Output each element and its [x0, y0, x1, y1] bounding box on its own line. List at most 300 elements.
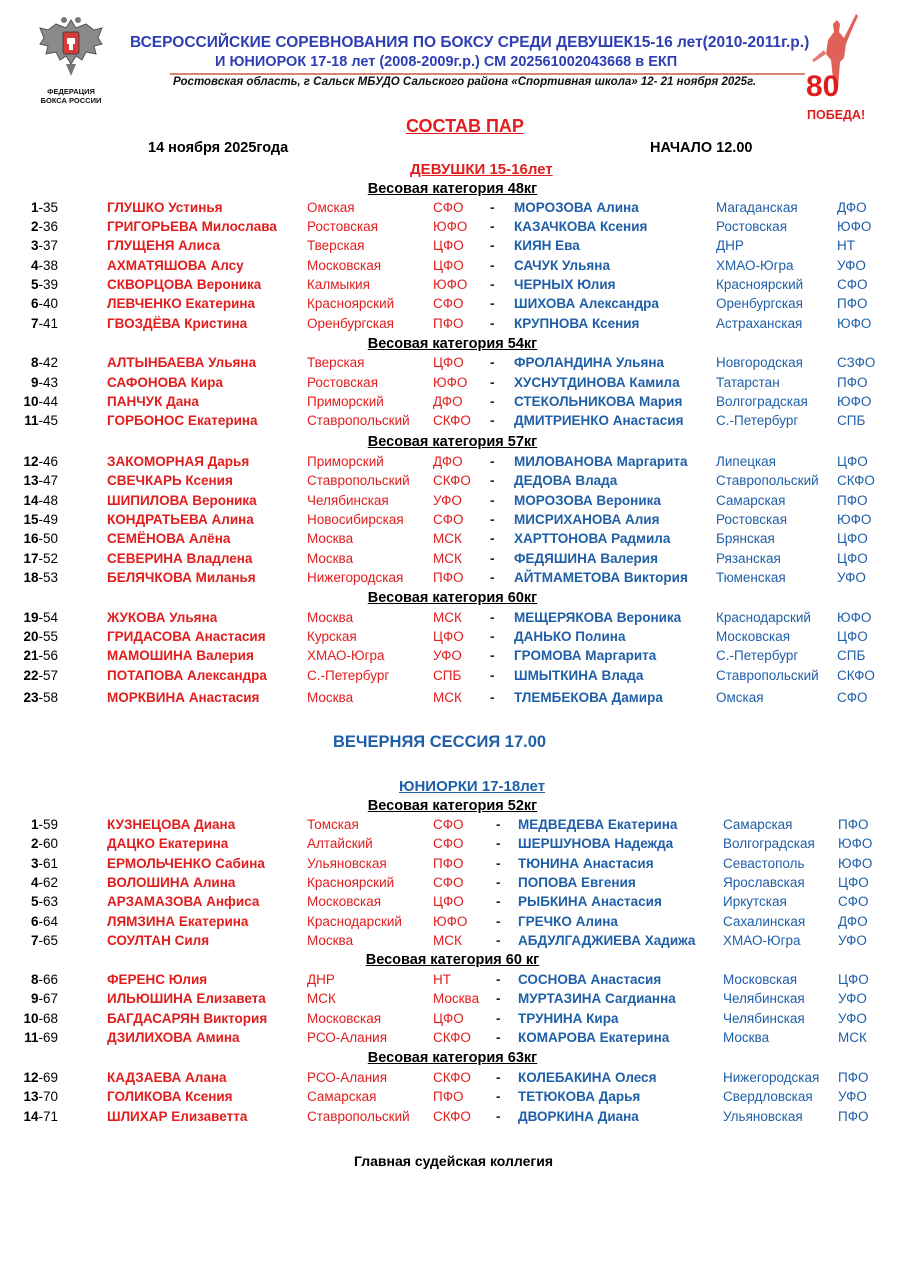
pair-number — [0, 1011, 58, 1026]
blue-corner-district: МСК — [838, 1030, 867, 1045]
vs-dash: - — [490, 454, 495, 469]
blue-corner-district: ПФО — [837, 296, 868, 311]
pair-number — [0, 972, 58, 987]
blue-corner-district: ЮФО — [837, 512, 872, 527]
number-separator: - — [38, 531, 43, 546]
red-corner-region: Москва — [307, 531, 354, 546]
vs-dash: - — [490, 629, 495, 644]
blue-corner-district: ЦФО — [837, 551, 868, 566]
pair-row — [0, 512, 905, 531]
pair-number — [0, 817, 58, 832]
pair-number — [0, 219, 58, 234]
draw-number: 69 — [42, 1070, 58, 1085]
red-corner-name: ДАЦКО Екатерина — [107, 836, 229, 851]
red-corner-region: Ставропольский — [307, 473, 410, 488]
blue-corner-region: Московская — [716, 629, 791, 644]
red-corner-name: СЕВЕРИНА Владлена — [107, 551, 253, 566]
vs-dash: - — [496, 991, 501, 1006]
number-separator: - — [38, 875, 43, 890]
bout-number: 12 — [23, 1070, 39, 1085]
blue-corner-name: ХУСНУТДИНОВА Камила — [514, 375, 680, 390]
red-corner-name: ГРИГОРЬЕВА Милослава — [107, 219, 277, 234]
draw-number: 71 — [42, 1109, 58, 1124]
event-title: ВСЕРОССИЙСКИЕ СОРЕВНОВАНИЯ ПО БОКСУ СРЕДИ ДЕВУШЕК15-16 лет(2010-2011г.р.) — [130, 34, 810, 51]
blue-corner-district: УФО — [838, 991, 867, 1006]
number-separator: - — [38, 914, 43, 929]
draw-number: 37 — [42, 238, 58, 253]
vs-dash: - — [496, 1011, 501, 1026]
blue-corner-district: УФО — [837, 570, 866, 585]
pair-row — [0, 856, 905, 875]
red-corner-district: МСК — [433, 610, 462, 625]
draw-number: 62 — [42, 875, 58, 890]
number-separator: - — [38, 258, 43, 273]
blue-corner-name: ГРЕЧКО Алина — [518, 914, 618, 929]
blue-corner-district: ПФО — [837, 375, 868, 390]
pair-row — [0, 238, 905, 257]
pair-row — [0, 914, 905, 933]
blue-corner-region: Новгородская — [716, 355, 803, 370]
draw-number: 38 — [42, 258, 58, 273]
pair-number — [0, 629, 58, 644]
red-corner-name: ЛЕВЧЕНКО Екатерина — [107, 296, 256, 311]
red-corner-name: ГЛУШКО Устинья — [107, 200, 223, 215]
draw-number: 70 — [42, 1089, 58, 1104]
number-separator: - — [38, 690, 43, 705]
red-corner-region: Тверская — [307, 355, 365, 370]
red-corner-region: Челябинская — [307, 493, 389, 508]
blue-corner-district: ЮФО — [838, 836, 873, 851]
blue-corner-name: МУРТАЗИНА Сагдианна — [518, 991, 676, 1006]
blue-corner-region: Севастополь — [723, 856, 805, 871]
pair-number — [0, 258, 58, 273]
vs-dash: - — [490, 610, 495, 625]
pair-number — [0, 1030, 58, 1045]
red-corner-district: СФО — [433, 200, 464, 215]
draw-number: 69 — [42, 1030, 58, 1045]
pair-number — [0, 454, 58, 469]
number-separator: - — [38, 316, 43, 331]
blue-corner-district: ПФО — [838, 1070, 869, 1085]
blue-corner-region: Рязанская — [716, 551, 781, 566]
pair-number — [0, 933, 58, 948]
draw-number: 64 — [42, 914, 58, 929]
number-separator: - — [38, 991, 43, 1006]
pair-number — [0, 277, 58, 292]
pair-row — [0, 531, 905, 550]
number-separator: - — [38, 894, 43, 909]
red-corner-district: СФО — [433, 817, 464, 832]
blue-corner-region: Московская — [723, 972, 798, 987]
pair-row — [0, 817, 905, 836]
bout-number: 6 — [30, 296, 39, 311]
pair-number — [0, 493, 58, 508]
double-headed-eagle-icon — [36, 14, 106, 80]
number-separator: - — [38, 856, 43, 871]
number-separator: - — [38, 200, 43, 215]
vs-dash: - — [490, 551, 495, 566]
red-corner-region: С.-Петербург — [307, 668, 390, 683]
blue-corner-region: Липецкая — [716, 454, 776, 469]
red-corner-name: КУЗНЕЦОВА Диана — [107, 817, 236, 832]
pair-row — [0, 1030, 905, 1049]
pair-number — [0, 413, 58, 428]
red-corner-name: ГЛУЩЕНЯ Алиса — [107, 238, 220, 253]
blue-corner-region: Нижегородская — [723, 1070, 820, 1085]
blue-corner-name: РЫБКИНА Анастасия — [518, 894, 662, 909]
red-corner-region: Новосибирская — [307, 512, 404, 527]
red-corner-name: ФЕРЕНС Юлия — [107, 972, 208, 987]
pair-row — [0, 454, 905, 473]
competition-date: 14 ноября 2025года — [148, 140, 289, 156]
pair-number — [0, 894, 58, 909]
blue-corner-district: ЮФО — [837, 610, 872, 625]
vs-dash: - — [490, 375, 495, 390]
pair-row — [0, 316, 905, 335]
red-corner-region: Омская — [307, 200, 355, 215]
draw-number: 59 — [42, 817, 58, 832]
bout-number: 5 — [30, 894, 39, 909]
draw-number: 57 — [42, 668, 58, 683]
pair-row — [0, 1070, 905, 1089]
red-corner-district: МСК — [433, 690, 462, 705]
blue-corner-district: ПФО — [838, 817, 869, 832]
blue-corner-name: ТЮНИНА Анастасия — [518, 856, 654, 871]
red-corner-district: ЮФО — [433, 375, 468, 390]
blue-corner-name: ФРОЛАНДИНА Ульяна — [514, 355, 665, 370]
vs-dash: - — [490, 512, 495, 527]
vs-dash: - — [496, 933, 501, 948]
red-corner-region: Нижегородская — [307, 570, 404, 585]
draw-number: 41 — [42, 316, 58, 331]
number-separator: - — [38, 1109, 43, 1124]
blue-corner-district: ЦФО — [838, 875, 869, 890]
vs-dash: - — [490, 277, 495, 292]
number-separator: - — [38, 238, 43, 253]
blue-corner-region: Оренбургская — [716, 296, 803, 311]
weight-category-title: Весовая категория 48кг — [367, 181, 538, 197]
blue-corner-district: СФО — [838, 894, 869, 909]
red-corner-region: Калмыкия — [307, 277, 370, 292]
weight-category-title: Весовая категория 52кг — [367, 798, 538, 814]
start-time: НАЧАЛО 12.00 — [650, 140, 753, 156]
pair-number — [0, 394, 58, 409]
pair-number — [0, 238, 58, 253]
weight-category-title: Весовая категория 60кг — [367, 590, 538, 606]
blue-corner-region: Магаданская — [716, 200, 798, 215]
blue-corner-name: МИСРИХАНОВА Алия — [514, 512, 660, 527]
blue-corner-district: ЦФО — [837, 531, 868, 546]
red-corner-name: БАГДАСАРЯН Виктория — [107, 1011, 268, 1026]
red-corner-district: Москва — [433, 991, 480, 1006]
bout-number: 3 — [30, 238, 39, 253]
red-corner-district: СКФО — [433, 1070, 471, 1085]
vs-dash: - — [496, 1070, 501, 1085]
weight-category-title: Весовая категория 60 кг — [365, 952, 540, 968]
blue-corner-region: Ростовская — [716, 219, 788, 234]
number-separator: - — [38, 1011, 43, 1026]
draw-number: 39 — [42, 277, 58, 292]
blue-corner-region: Ставропольский — [716, 668, 819, 683]
bout-number: 8 — [30, 972, 39, 987]
red-corner-district: СФО — [433, 875, 464, 890]
red-corner-district: ЦФО — [433, 1011, 464, 1026]
blue-corner-name: ХАРТТОНОВА Радмила — [514, 531, 671, 546]
bout-number: 11 — [24, 413, 39, 428]
blue-corner-region: ХМАО-Югра — [716, 258, 794, 273]
blue-corner-region: Омская — [716, 690, 764, 705]
pair-row — [0, 933, 905, 952]
pair-row — [0, 648, 905, 667]
draw-number: 48 — [42, 493, 58, 508]
bout-number: 10 — [23, 1011, 39, 1026]
bout-number: 21 — [23, 648, 39, 663]
red-corner-district: ЦФО — [433, 894, 464, 909]
red-corner-name: МАМОШИНА Валерия — [107, 648, 254, 663]
red-corner-district: ЦФО — [433, 258, 464, 273]
blue-corner-region: Татарстан — [716, 375, 780, 390]
red-corner-name: БЕЛЯЧКОВА Миланья — [107, 570, 256, 585]
bout-number: 6 — [30, 914, 39, 929]
red-corner-district: МСК — [433, 933, 462, 948]
red-corner-name: ШИПИЛОВА Вероника — [107, 493, 257, 508]
red-corner-region: Красноярский — [307, 296, 395, 311]
draw-number: 56 — [42, 648, 58, 663]
red-corner-region: Тверская — [307, 238, 365, 253]
blue-corner-district: ДФО — [838, 914, 868, 929]
pair-number — [0, 551, 58, 566]
red-corner-district: УФО — [433, 493, 462, 508]
vs-dash: - — [496, 894, 501, 909]
blue-corner-name: ТЛЕМБЕКОВА Дамира — [514, 690, 663, 705]
pair-row — [0, 668, 905, 687]
pair-row — [0, 473, 905, 492]
red-corner-district: УФО — [433, 648, 462, 663]
pair-row — [0, 836, 905, 855]
draw-number: 42 — [42, 355, 58, 370]
pair-number — [0, 836, 58, 851]
draw-number: 63 — [42, 894, 58, 909]
weight-category-title: Весовая категория 57кг — [367, 434, 538, 450]
bout-number: 13 — [23, 473, 39, 488]
page-title: СОСТАВ ПАР — [406, 116, 524, 136]
blue-corner-name: КОЛЕБАКИНА Олеся — [518, 1070, 657, 1085]
blue-corner-district: СФО — [837, 277, 868, 292]
bout-number: 1 — [30, 817, 39, 832]
weight-category-title: Весовая категория 63кг — [367, 1050, 538, 1066]
blue-corner-district: УФО — [838, 933, 867, 948]
blue-corner-district: УФО — [838, 1011, 867, 1026]
blue-corner-region: Ставропольский — [716, 473, 819, 488]
bout-number: 8 — [30, 355, 39, 370]
pair-row — [0, 875, 905, 894]
number-separator: - — [38, 413, 43, 428]
number-separator: - — [38, 933, 43, 948]
draw-number: 67 — [42, 991, 58, 1006]
pair-number — [0, 610, 58, 625]
red-corner-name: ГВОЗДЁВА Кристина — [107, 316, 248, 331]
number-separator: - — [38, 1070, 43, 1085]
red-corner-region: Приморский — [307, 454, 384, 469]
blue-corner-region: ДНР — [716, 238, 744, 253]
red-corner-district: СФО — [433, 296, 464, 311]
bout-number: 9 — [30, 375, 39, 390]
number-separator: - — [38, 1030, 43, 1045]
red-corner-name: АРЗАМАЗОВА Анфиса — [107, 894, 260, 909]
blue-corner-district: СКФО — [837, 668, 875, 683]
vs-dash: - — [490, 200, 495, 215]
vs-dash: - — [490, 473, 495, 488]
blue-corner-name: ТРУНИНА Кира — [518, 1011, 619, 1026]
number-separator: - — [38, 512, 43, 527]
pair-number — [0, 200, 58, 215]
red-corner-region: Краснодарский — [307, 914, 402, 929]
bout-number: 3 — [30, 856, 39, 871]
bout-number: 1 — [30, 200, 39, 215]
number-separator: - — [38, 668, 43, 683]
bout-number: 10 — [23, 394, 39, 409]
pair-row — [0, 296, 905, 315]
draw-number: 44 — [42, 394, 58, 409]
pair-row — [0, 570, 905, 589]
bout-number: 22 — [23, 668, 39, 683]
number-separator: - — [38, 570, 43, 585]
bout-number: 20 — [23, 629, 39, 644]
pair-row — [0, 1011, 905, 1030]
blue-corner-district: ЦФО — [838, 972, 869, 987]
bout-number: 15 — [23, 512, 39, 527]
red-corner-region: Москва — [307, 690, 354, 705]
red-corner-name: ИЛЬЮШИНА Елизавета — [107, 991, 266, 1006]
draw-number: 65 — [42, 933, 58, 948]
blue-corner-district: УФО — [838, 1089, 867, 1104]
red-corner-region: Оренбургская — [307, 316, 394, 331]
red-corner-district: ПФО — [433, 316, 464, 331]
draw-number: 40 — [42, 296, 58, 311]
blue-corner-district: СПБ — [837, 648, 866, 663]
bout-number: 7 — [30, 316, 39, 331]
blue-corner-name: ДВОРКИНА Диана — [518, 1109, 639, 1124]
blue-corner-district: ЦФО — [837, 454, 868, 469]
blue-corner-region: Волгоградская — [716, 394, 808, 409]
draw-number: 46 — [42, 454, 58, 469]
blue-corner-district: ЮФО — [837, 394, 872, 409]
event-location: Ростовская область, г Сальск МБУДО Сальского района «Спортивная школа» 12- 21 ноября 2025г. — [173, 76, 757, 88]
red-corner-name: АХМАТЯШОВА Алсу — [107, 258, 244, 273]
number-separator: - — [38, 629, 43, 644]
number-separator: - — [38, 836, 43, 851]
red-corner-name: ГРИДАСОВА Анастасия — [107, 629, 266, 644]
vs-dash: - — [490, 394, 495, 409]
red-corner-region: Московская — [307, 894, 382, 909]
pair-row — [0, 610, 905, 629]
red-corner-district: ПФО — [433, 1089, 464, 1104]
number-separator: - — [38, 375, 43, 390]
pair-row — [0, 991, 905, 1010]
blue-corner-district: ЮФО — [837, 316, 872, 331]
red-corner-district: ДФО — [433, 454, 463, 469]
red-corner-district: ЮФО — [433, 219, 468, 234]
bout-number: 16 — [23, 531, 39, 546]
vs-dash: - — [496, 817, 501, 832]
pair-number — [0, 355, 58, 370]
blue-corner-region: Краснодарский — [716, 610, 811, 625]
pair-number — [0, 875, 58, 890]
blue-corner-region: Иркутская — [723, 894, 787, 909]
bout-number: 14 — [23, 1109, 39, 1124]
bout-number: 7 — [30, 933, 39, 948]
blue-corner-name: КИЯН Ева — [514, 238, 580, 253]
pair-number — [0, 1109, 58, 1124]
number-separator: - — [38, 551, 43, 566]
bout-number: 19 — [23, 610, 39, 625]
red-corner-name: ЗАКОМОРНАЯ Дарья — [107, 454, 250, 469]
number-separator: - — [38, 610, 43, 625]
draw-number: 58 — [42, 690, 58, 705]
bout-number: 4 — [30, 875, 39, 890]
red-corner-name: ЛЯМЗИНА Екатерина — [107, 914, 249, 929]
pair-number — [0, 473, 58, 488]
vs-dash: - — [490, 316, 495, 331]
blue-corner-district: ПФО — [838, 1109, 869, 1124]
vs-dash: - — [496, 1030, 501, 1045]
blue-corner-region: Самарская — [716, 493, 786, 508]
red-corner-district: СФО — [433, 512, 464, 527]
bout-number: 17 — [23, 551, 39, 566]
red-corner-district: ЦФО — [433, 238, 464, 253]
number-separator: - — [38, 394, 43, 409]
number-separator: - — [38, 648, 43, 663]
vs-dash: - — [490, 238, 495, 253]
vs-dash: - — [490, 219, 495, 234]
draw-number: 52 — [42, 551, 58, 566]
blue-corner-name: КОМАРОВА Екатерина — [518, 1030, 670, 1045]
blue-corner-region: Сахалинская — [723, 914, 806, 929]
draw-number: 45 — [42, 413, 58, 428]
vs-dash: - — [490, 355, 495, 370]
red-corner-district: ЦФО — [433, 355, 464, 370]
red-corner-name: ЖУКОВА Ульяна — [107, 610, 218, 625]
red-corner-region: РСО-Алания — [307, 1070, 387, 1085]
red-corner-name: МОРКВИНА Анастасия — [107, 690, 260, 705]
number-separator: - — [38, 972, 43, 987]
red-corner-district: ПФО — [433, 856, 464, 871]
draw-number: 53 — [42, 570, 58, 585]
vs-dash: - — [496, 914, 501, 929]
pair-number — [0, 648, 58, 663]
red-corner-district: ДФО — [433, 394, 463, 409]
pair-number — [0, 668, 58, 683]
vs-dash: - — [490, 413, 495, 428]
blue-corner-name: МЕЩЕРЯКОВА Вероника — [514, 610, 682, 625]
number-separator: - — [38, 493, 43, 508]
blue-corner-name: ФЕДЯШИНА Валерия — [514, 551, 658, 566]
victory-word: ПОБЕДА! — [807, 108, 866, 122]
blue-corner-name: ДАНЬКО Полина — [514, 629, 626, 644]
victory-number: 80 — [806, 70, 840, 103]
group-title-juniors: ЮНИОРКИ 17-18лет — [399, 778, 546, 795]
red-corner-region: ХМАО-Югра — [307, 648, 385, 663]
red-corner-name: СЕМЁНОВА Алёна — [107, 531, 231, 546]
blue-corner-district: НТ — [837, 238, 855, 253]
blue-corner-name: АБДУЛГАДЖИЕВА Хадижа — [518, 933, 696, 948]
draw-number: 36 — [42, 219, 58, 234]
vs-dash: - — [496, 856, 501, 871]
blue-corner-region: Ульяновская — [723, 1109, 803, 1124]
red-corner-name: СКВОРЦОВА Вероника — [107, 277, 262, 292]
bout-number: 2 — [30, 836, 39, 851]
pair-row — [0, 394, 905, 413]
